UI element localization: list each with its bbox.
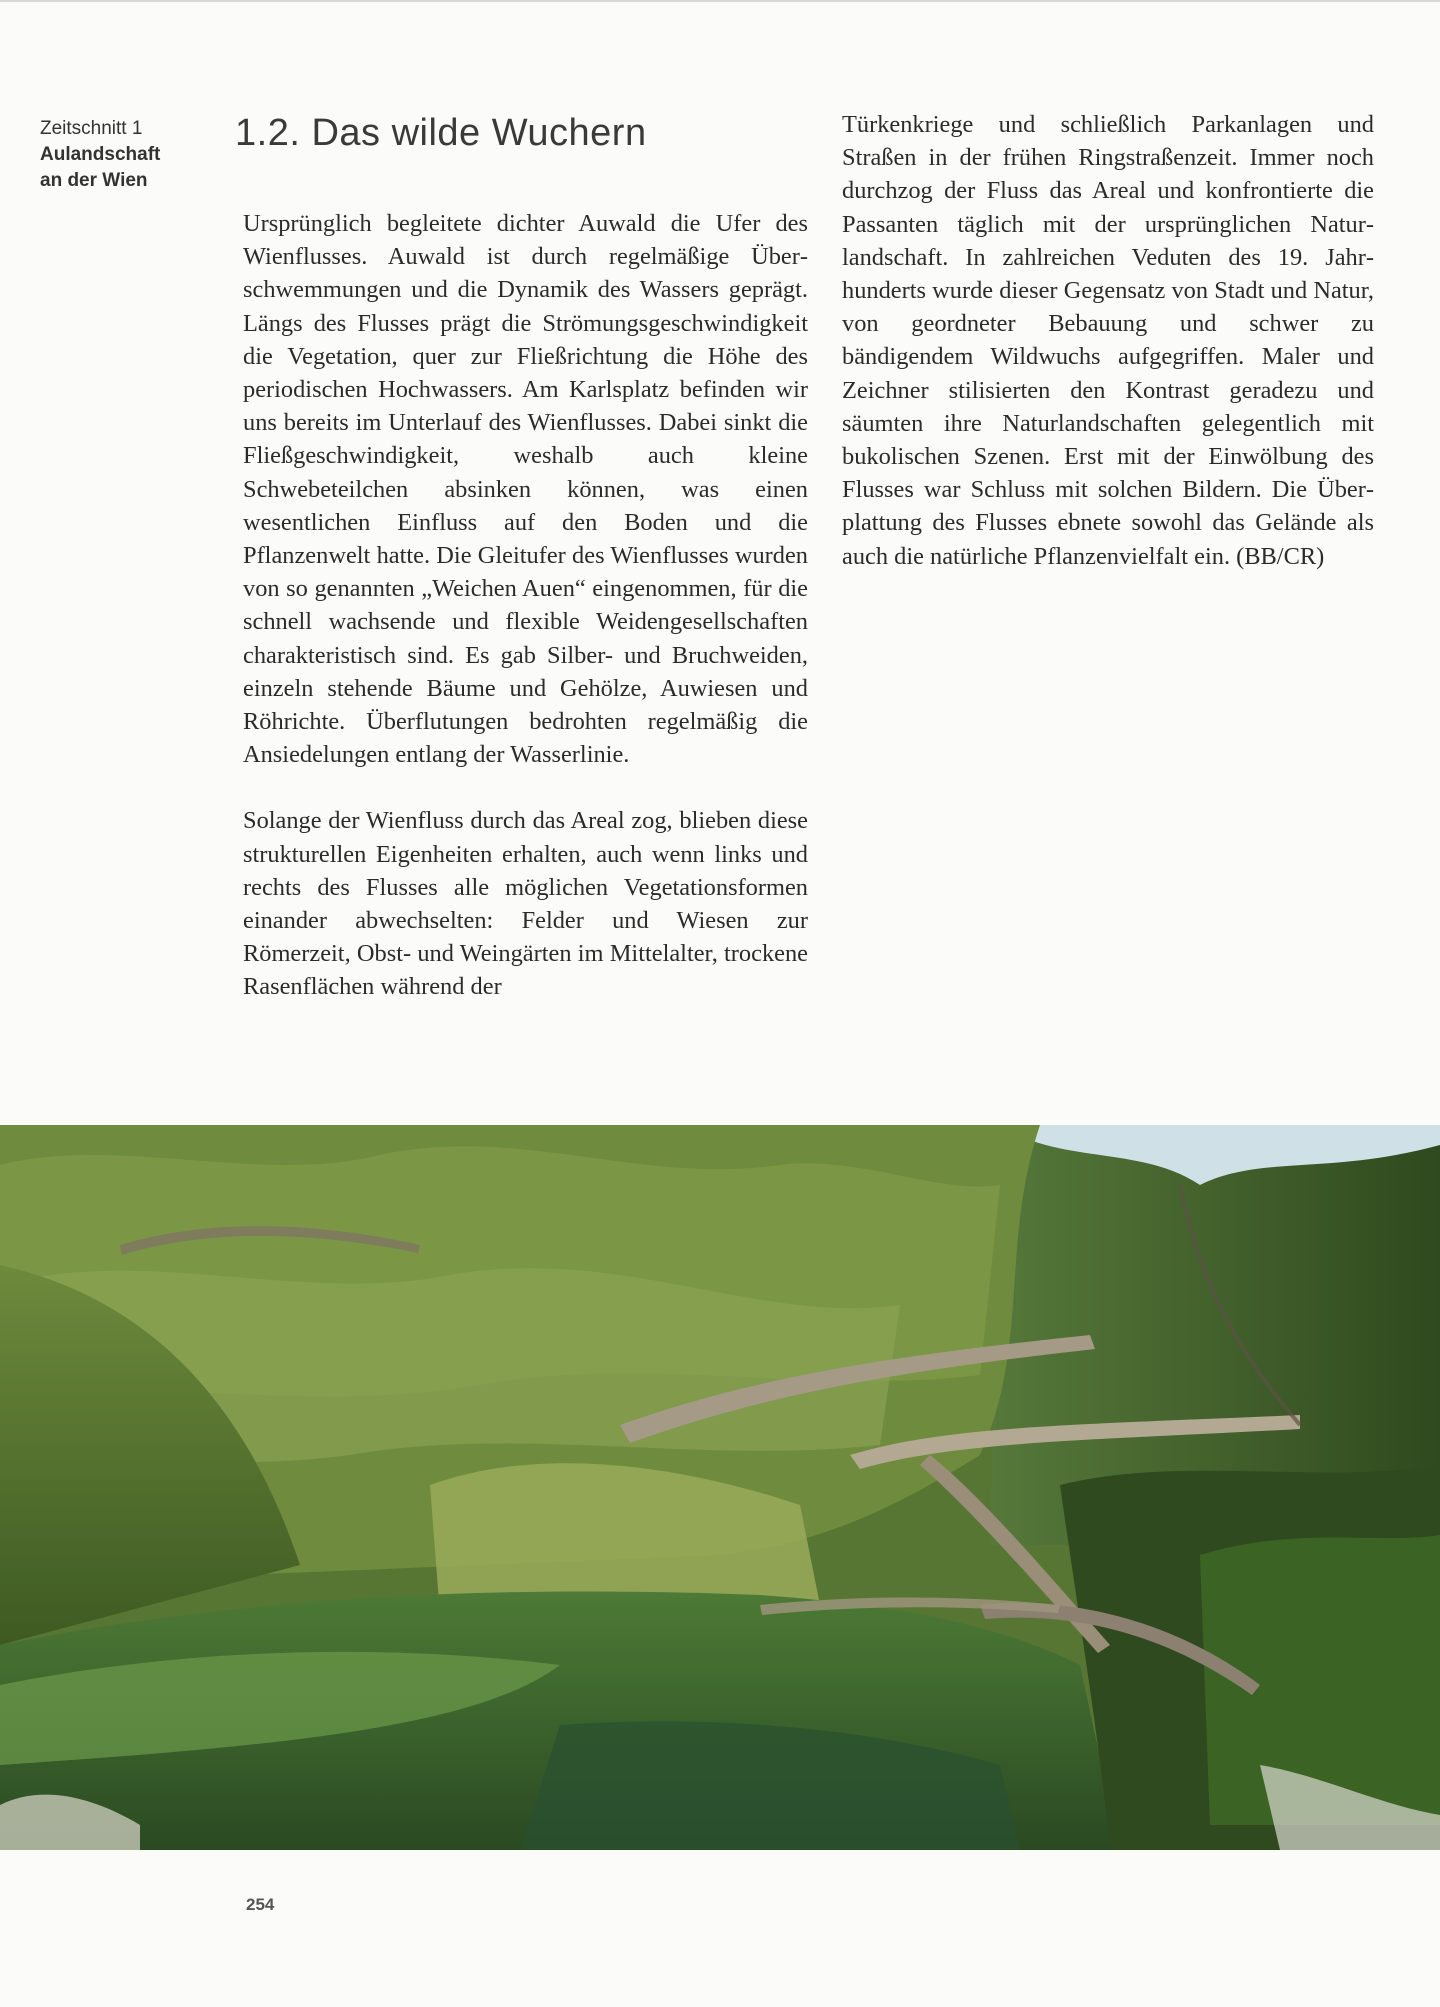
section-label xyxy=(40,116,200,194)
landscape-photo-drawing xyxy=(0,1125,1440,1850)
paragraph: Solange der Wienfluss durch das Areal zog, blieben diese strukturellen Eigenheiten erhalten, auch wenn links und rechts des Flusses alle möglichen Vegetationsformen einander abwechselten: Felder und Wiesen zur Römerzeit, Obst- und Weingärten im Mittelalter, trockene Rasenflächen während der xyxy=(243,807,808,1001)
landscape-photo xyxy=(0,1125,1440,1850)
text-column-left xyxy=(243,207,808,1004)
text-column-right xyxy=(842,108,1374,573)
section-line-3: an der Wien xyxy=(40,170,148,191)
page-number: 254 xyxy=(246,1895,275,1914)
paragraph: Ursprünglich begleitete dichter Auwald die Ufer des Wienflusses. Auwald ist durch regelmäßige Überschwemmungen und die Dynamik des Wassers geprägt. Längs des Flusses prägt die Strömungsgeschwindigkeit die Vegetation, quer zur Fließrichtung die Höhe des periodischen Hochwassers. Am Karlsplatz befinden wir uns bereits im Unterlauf des Wienflusses. Dabei sinkt die Fließgeschwindigkeit, weshalb auch kleine Schwebeteilchen absinken können, was einen wesentlichen Einfluss auf den Boden und die Pflanzenwelt hatte. Die Gleitufer des Wienflusses wurden von so genannten „Weichen Auen“ eingenommen, für die schnell wachsende und flexible Weidengesellschaften charakteristisch sind. Es gab Silber- und Bruchweiden, einzeln stehende Bäume und Gehölze, Auwiesen und Röhrichte. Überflutungen bedrohten regelmäßig die Ansiedelungen entlang der Wasserlinie. xyxy=(243,210,808,769)
section-line-2: Aulandschaft xyxy=(40,144,161,165)
top-rule xyxy=(0,0,1440,2)
section-line-1: Zeitschnitt 1 xyxy=(40,118,143,139)
paragraph: Türkenkriege und schließlich Parkanlagen und Straßen in der frühen Ringstraßenzeit. Immer noch durchzog der Fluss das Areal und konfrontierte die Passanten täglich mit der ursprünglichen Naturlandschaft. In zahlreichen Veduten des 19. Jahrhunderts wurde dieser Gegensatz von Stadt und Natur, von geordneter Bebauung und schwer zu bändigendem Wildwuchs aufgegriffen. Maler und Zeichner stilisierten den Kontrast geradezu und säumten ihre Naturlandschaften gelegentlich mit bukolischen Szenen. Erst mit der Einwölbung des Flusses war Schluss mit solchen Bildern. Die Überplattung des Flusses ebnete sowohl das Gelände als auch die natürliche Pflanzenvielfalt ein. (BB/CR) xyxy=(842,111,1374,570)
chapter-heading: 1.2. Das wilde Wuchern xyxy=(235,112,647,154)
